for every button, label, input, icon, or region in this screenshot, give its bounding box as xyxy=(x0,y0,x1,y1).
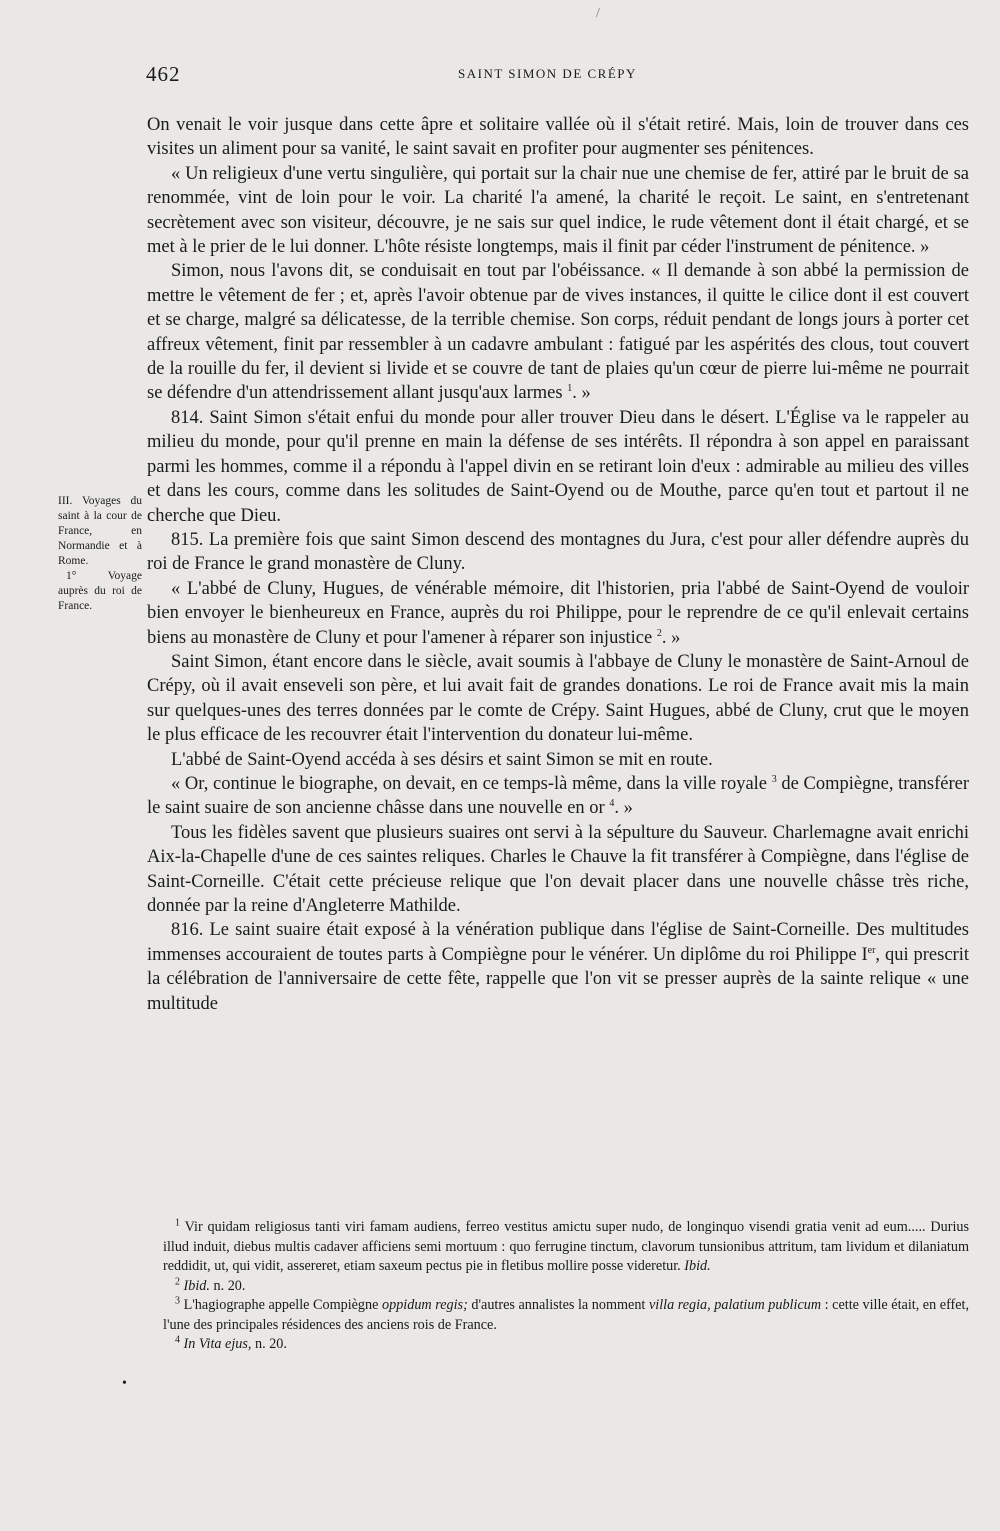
paragraph-text: . » xyxy=(614,798,633,819)
footnote-number: 3 xyxy=(175,1295,180,1307)
paragraph: L'abbé de Saint-Oyend accéda à ses désirs et saint Simon se mit en route. xyxy=(171,749,713,770)
footnote xyxy=(163,1277,969,1297)
paragraph xyxy=(147,259,969,405)
paragraph-text: Le saint suaire était exposé à la vénération publique dans l'église de Saint-Corneille. Des multitudes immenses accouraient de toutes parts à Compiègne pour le vénérer. Un diplôme du roi Philippe I xyxy=(147,920,969,965)
paragraph-number: 816. xyxy=(171,920,204,941)
footnote-number: 2 xyxy=(175,1275,180,1287)
paragraph: Saint Simon, étant encore dans le siècle, avait soumis à l'abbaye de Cluny le monastère de Saint-Arnoul de Crépy, où il avait enseveli son père, et lui avait fait de grandes donations. Le roi de France avait mis la main sur quelques-unes des terres données par le comte de Crépy. Saint Hugues, abbé de Cluny, crut que le moyen le plus efficace de les recouvrer était l'intervention du donateur lui-même. xyxy=(147,651,969,746)
footnote-italic: villa regia, palatium publicum xyxy=(648,1297,822,1313)
paragraph-text: « L'abbé de Cluny, Hugues, de vénérable mémoire, dit l'historien, pria l'abbé de Saint-Oyend de vouloir bien envoyer le bienheureux en France, auprès du roi Philippe, pour le reprendre de ce qu'il enlevait certains biens au monastère de Cluny et pour l'amener à réparer son injustice xyxy=(147,578,969,648)
page-header xyxy=(146,62,968,92)
footnote-ref: 2 xyxy=(656,627,662,639)
margin-note-section: III. Voyages du saint à la cour de France, en Normandie et à Rome. xyxy=(58,495,142,567)
footnote-reference: In Vita ejus, xyxy=(183,1336,252,1352)
footnote-text: n. 20. xyxy=(255,1336,287,1352)
paragraph xyxy=(147,406,969,528)
footnote-text: : cette ville était, en effet, l'une des principales résidences des anciens rois de France. xyxy=(163,1297,970,1333)
print-mark: • xyxy=(122,1376,127,1391)
footnote-text: L'hagiographe appelle Compiègne xyxy=(183,1297,379,1313)
paragraph-number: 814. xyxy=(171,407,204,428)
paragraph xyxy=(147,772,969,821)
margin-note-subsection: 1° Voyage auprès du roi de France. xyxy=(58,570,142,612)
footnote-text: Vir quidam religiosus tanti viri famam audiens, ferreo vestitus amictu super nudo, de longinquo visendi gratia venit ad eum..... Durius illud induit, diebus multis cadaver afficiens semi mortuum : quo ferrugine tinctum, clavorum tunsionibus attritum, tam lividum et dilaniatum reddidit, ut, qui vidit, assereret, etiam saxeum pectus pie in fletibus mollire posse videretur. xyxy=(163,1219,970,1274)
paragraph-text: Saint Simon s'était enfui du monde pour aller trouver Dieu dans le désert. L'Église va le rappeler au milieu du monde, pour qu'il prenne en main la défense de ses intérêts. Il répondra à son appel en paraissant parmi les hommes, comme il a répondu à l'appel divin en se retirant loin d'eux : admirable au milieu des villes et dans les cours, comme dans les solitudes de Saint-Oyend ou de Mouthe, parce qu'en tout et partout il ne cherche que Dieu. xyxy=(147,407,970,526)
paragraph-text: Simon, nous l'avons dit, se conduisait en tout par l'obéissance. « Il demande à son abbé la permission de mettre le vêtement de fer ; et, après l'avoir obtenue par de vives instances, il quitte le cilice dont il est couvert et se charge, malgré sa délicatesse, de la terrible chemise. Son corps, réduit pendant de longs jours à porter cet affreux vêtement, finit par ressembler à un cadavre ambulant : fatigué par les aspérités des clous, tout couvert de la rouille du fer, il devient si livide et se couvre de tant de plaies qu'un cœur de pierre lui-même ne pourrait se défendre d'un attendrissement allant jusqu'aux larmes xyxy=(147,261,969,404)
footnote-reference: Ibid. xyxy=(684,1258,711,1274)
paragraph-text: de Compiègne, transférer le saint suaire de son ancienne châsse dans une nouvelle en or xyxy=(147,773,970,819)
footnote-number: 4 xyxy=(175,1334,180,1346)
paragraph xyxy=(147,162,969,260)
paragraph-text: . » xyxy=(661,627,681,648)
superscript: er xyxy=(867,944,876,956)
footnote-ref: 1 xyxy=(567,383,573,395)
paragraph-text: . » xyxy=(572,383,591,404)
footnote xyxy=(163,1296,969,1335)
running-title: SAINT SIMON DE CRÉPY xyxy=(458,66,637,81)
footnote xyxy=(163,1218,969,1277)
paragraph-number: 815. xyxy=(171,529,204,550)
page-number: 462 xyxy=(146,62,181,86)
footnote-text: n. 20. xyxy=(213,1277,246,1294)
paragraph: Tous les fidèles savent que plusieurs suaires ont servi à la sépulture du Sauveur. Charlemagne avait enrichi Aix-la-Chapelle d'une de ces saintes reliques. Charles le Chauve la fit transférer à Compiègne, dans l'église de Saint-Corneille. C'était cette précieuse relique que l'on devait placer dans une nouvelle châsse très riche, donnée par la reine d'Angleterre Mathilde. xyxy=(147,822,969,916)
paragraph xyxy=(147,918,969,1016)
paragraph-text: « Or, continue le biographe, on devait, en ce temps-là même, dans la ville royale xyxy=(171,773,768,794)
paragraph-text: « Un religieux d'une vertu singulière, qui portait sur la chair nue une chemise de fer, attiré par le bruit de sa renommée, vint de loin pour le voir. La charité l'a amené, la charité le reçoit. Le saint, en s'entretenant secrètement avec son visiteur, découvre, je ne sais sur quel indice, le rude vêtement dont il était chargé, et se met à le prier de le lui donner. L'hôte résiste longtemps, mais il finit par céder l'instrument de pénitence. » xyxy=(147,163,969,258)
paragraph-text: , qui prescrit la célébration de l'anniversaire de cette fête, rappelle que l'on vit se presser auprès de la sainte relique « une multitude xyxy=(147,944,969,1014)
paragraph xyxy=(147,577,969,650)
paragraph-text: La première fois que saint Simon descend des montagnes du Jura, c'est pour aller défendre auprès du roi de France le grand monastère de Cluny. xyxy=(147,529,969,575)
footnote-text: d'autres annalistes la nomment xyxy=(471,1297,646,1313)
footnote-ref: 3 xyxy=(771,773,777,785)
ink-mark: / xyxy=(596,6,600,21)
main-text xyxy=(147,113,969,1016)
paragraph: On venait le voir jusque dans cette âpre et solitaire vallée où il s'était retiré. Mais, loin de trouver dans ces visites un aliment pour sa vanité, le saint savait en profiter pour augmenter ses pénitences. xyxy=(147,115,969,160)
footnote-reference: Ibid. xyxy=(183,1277,210,1294)
footnote-ref: 4 xyxy=(609,798,615,810)
footnotes xyxy=(163,1218,969,1355)
paragraph xyxy=(147,528,969,577)
footnote-number: 1 xyxy=(175,1217,180,1229)
footnote xyxy=(163,1335,969,1355)
footnote-italic: oppidum regis; xyxy=(382,1297,468,1313)
margin-note xyxy=(58,494,142,614)
